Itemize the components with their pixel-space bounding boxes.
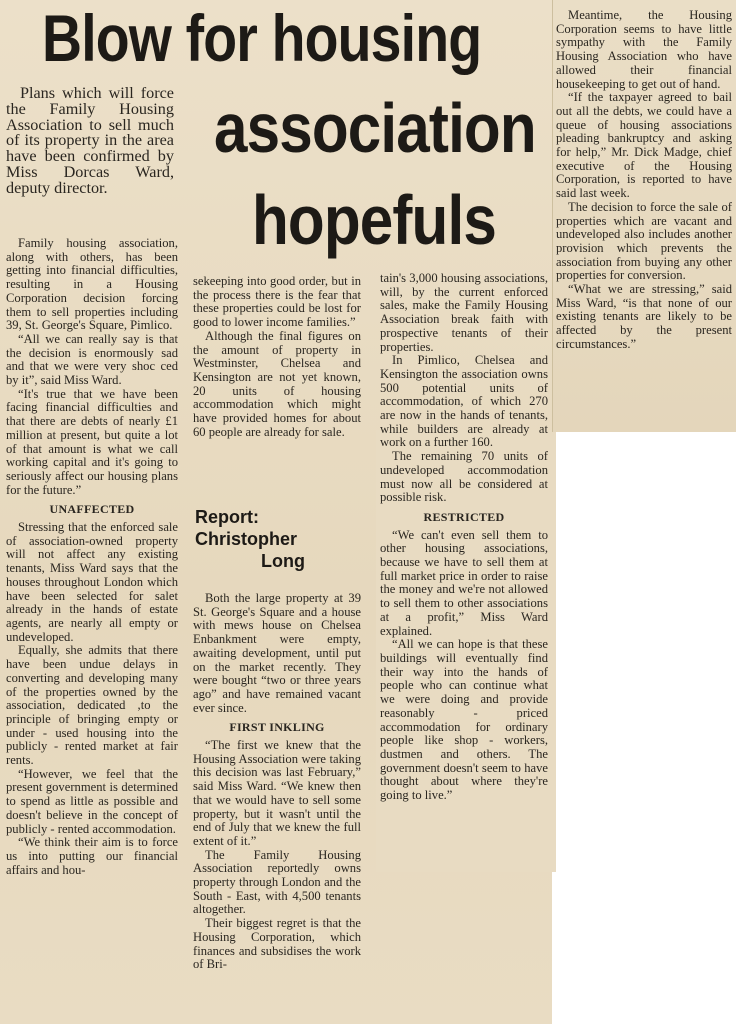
headline-line-1: Blow for housing <box>42 1 482 75</box>
lead-text: Plans which will force the Family Housing Association to sell much of its property in the area have been confirmed by Miss Dorcas Ward, deputy director. <box>6 84 174 197</box>
paragraph: Their biggest regret is that the Housing Corporation, which finances and subsidises the work of Bri- <box>193 916 361 972</box>
article-column-2-lower <box>193 592 361 972</box>
paragraph: tain's 3,000 housing associations, will, by the current enforced sales, make the Family Housing Association break faith with prospective tenants of their properties. <box>380 271 548 354</box>
paragraph: Although the final figures on the amount of property in Westminster, Chelsea and Kensington are not yet known, 20 units of housing accommodation which might have provided homes for about 60 people are already for sale. <box>193 328 361 439</box>
article-column-4 <box>556 9 732 352</box>
paragraph: “What we are stressing,” said Miss Ward, “is that none of our existing tenants are likely to be affected by the present circumstances.” <box>556 282 732 351</box>
paragraph: “All we can really say is that the decision is enormously sad and that we were very shoc ced by it”, said Miss Ward. <box>6 331 178 388</box>
paragraph: Both the large property at 39 St. George's Square and a house with mews house on Chelsea Enbankment were empty, awaiting development, until put on the market recently. They were bought “two or three years ago” and have remained vacant ever since. <box>193 591 361 715</box>
byline <box>195 506 365 584</box>
subheading-first-inkling: FIRST INKLING <box>229 720 325 735</box>
paragraph: Stressing that the enforced sale of association-owned property will not affect any existing tenants, Miss Ward says that the houses throughout London which have been selected for salet already in the hands of estate agents, are nearly all empty or undeveloped. <box>6 520 178 644</box>
paragraph: “All we can hope is that these buildings will eventually find their way into the hands of people who can continue what we were doing and provide reasonably - priced accommodation for ordinary people like shop - workers, dustmen and others. The government doesn't seem to have thought about where they're going to live.” <box>380 637 548 803</box>
article-column-3 <box>380 272 548 803</box>
paragraph: “The first we knew that the Housing Association were taking this decision was last February,” said Miss Ward. “We knew then that we would have to sell some property, but it wasn't until the end of July that we knew the full extent of it.” <box>193 738 361 848</box>
byline-label: Report: <box>195 507 259 527</box>
paragraph: The Family Housing Association reportedly owns property through London and the South - East, with 4,500 tenants altogether. <box>193 847 361 917</box>
subheading-unaffected: UNAFFECTED <box>49 502 135 517</box>
article-column-1 <box>6 237 178 877</box>
headline-line-2: association <box>214 89 536 167</box>
paragraph: “We think their aim is to force us into putting our financial affairs and hou- <box>6 835 178 877</box>
byline-first-name: Christopher <box>195 529 298 549</box>
paragraph: “It's true that we have been facing financial difficulties and that there are debts of nearly £1 million at present, but quite a lot of that amount is what we call working capital and it's going to seriously affect our housing plans for the future.” <box>6 386 178 497</box>
paragraph: Meantime, the Housing Corporation seems to have little sympathy with the Family Housing Association who have allowed their financial housekeeping to get out of hand. <box>556 8 732 91</box>
paragraph: “However, we feel that the present government is determined to spend as little as possible and doesn't believe in the concept of publicly - rented accommodation. <box>6 766 178 836</box>
paragraph: The remaining 70 units of undeveloped accommodation must now all be considered at possible risk. <box>380 449 548 505</box>
byline-last-name: Long <box>261 551 305 571</box>
paragraph: In Pimlico, Chelsea and Kensington the association owns 500 potential units of accommodation, of which 270 are now in the hands of tenants, while builders are already at work on a further 160. <box>380 353 548 450</box>
paragraph: “If the taxpayer agreed to bail out all the debts, we could have a queue of housing associations pleading bankruptcy and asking for help,” Mr. Dick Madge, chief executive of the Housing Corporation, is reported to have said last week. <box>556 90 732 201</box>
paragraph: “We can't even sell them to other housing associations, because we have to sell them at full market price in order to raise the money and we're not allowed to sell them to other associations at a profit,” Miss Ward explained. <box>380 527 548 638</box>
paragraph: Equally, she admits that there have been undue delays in converting and developing many of the properties owned by the association, dedicated ,to the principle of bringing empty or under - used housing into the publicly - rented market at fair rents. <box>6 643 178 768</box>
paragraph: Family housing association, along with others, has been getting into financial difficulties, resulting in a Housing Corporation decision forcing them to sell properties including 39, St. George's Square, Pimlico. <box>6 236 178 333</box>
headline-line-3: hopefuls <box>252 181 496 259</box>
paragraph: sekeeping into good order, but in the process there is the fear that these properties could be lost for good to lower income families.” <box>193 274 361 330</box>
lead-paragraph <box>6 86 174 197</box>
article-column-2 <box>193 275 361 439</box>
subheading-restricted: RESTRICTED <box>423 509 505 524</box>
paragraph: The decision to force the sale of properties which are vacant and undeveloped also includes another provision which prevents the association from buying any other properties for conversion. <box>556 199 732 283</box>
